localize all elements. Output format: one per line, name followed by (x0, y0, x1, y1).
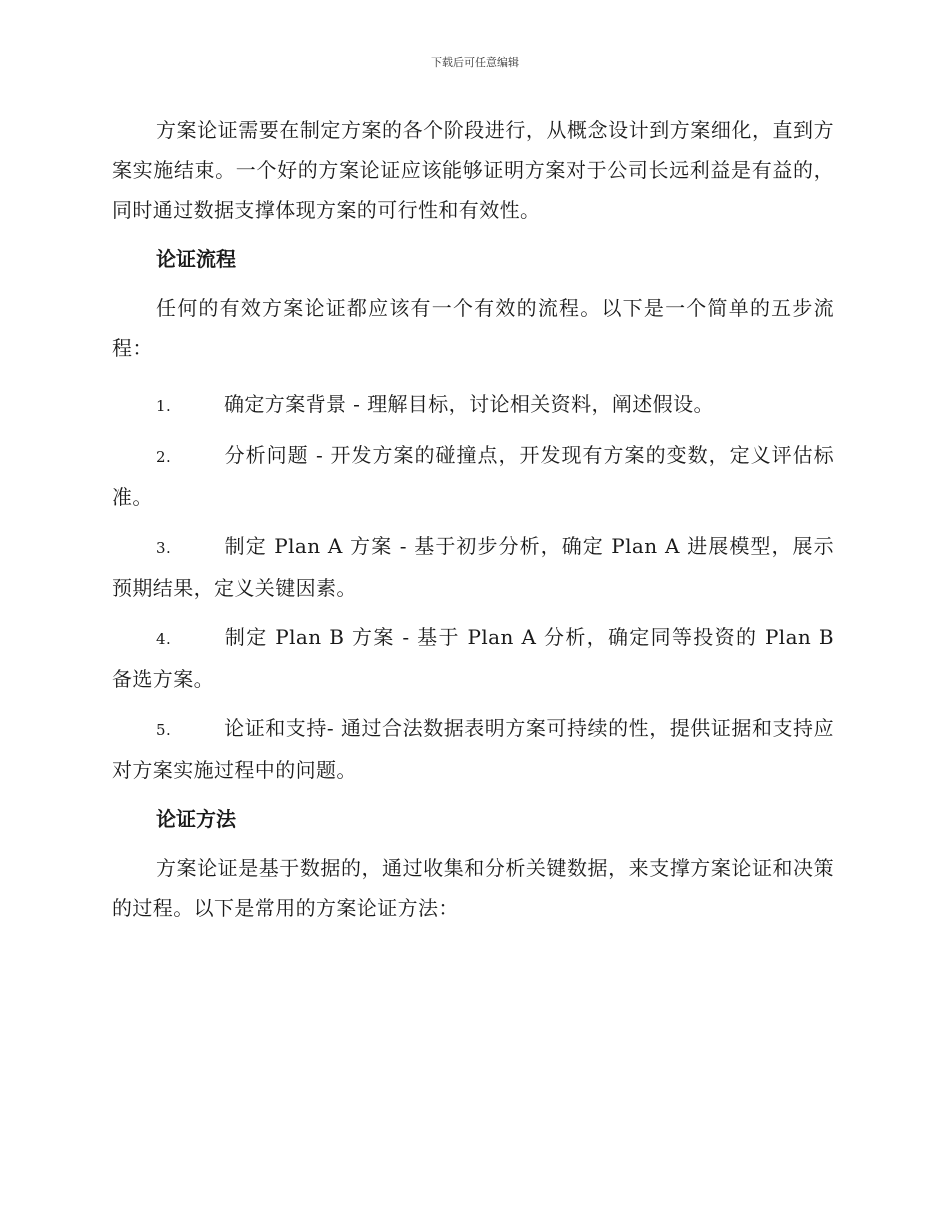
step-text: 制定 Plan A 方案 - 基于初步分析，确定 Plan A 进展模型，展示预期结果，定义关键因素。 (112, 534, 834, 600)
list-item (112, 384, 834, 426)
document-body (112, 110, 834, 937)
step-number: 5. (156, 721, 172, 739)
methods-intro-paragraph: 方案论证是基于数据的，通过收集和分析关键数据，来支撑方案论证和决策的过程。以下是常用的方案论证方法： (112, 856, 834, 920)
step-text: 分析问题 - 开发方案的碰撞点，开发现有方案的变数，定义评估标准。 (112, 443, 834, 509)
step-number: 2. (156, 448, 172, 466)
list-item (112, 617, 834, 699)
page-header: 下载后可任意编辑 (431, 56, 519, 69)
step-text: 论证和支持- 通过合法数据表明方案可持续的性，提供证据和支持应对方案实施过程中的问题。 (112, 716, 834, 782)
section-heading-process: 论证流程 (156, 247, 236, 271)
step-number: 4. (156, 630, 172, 648)
intro-paragraph: 方案论证需要在制定方案的各个阶段进行，从概念设计到方案细化，直到方案实施结束。一个好的方案论证应该能够证明方案对于公司长远利益是有益的，同时通过数据支撑体现方案的可行性和有效性。 (112, 118, 834, 222)
process-steps-list (112, 384, 834, 790)
step-number: 1. (156, 397, 172, 415)
step-text: 确定方案背景 - 理解目标，讨论相关资料，阐述假设。 (224, 392, 714, 416)
step-text: 制定 Plan B 方案 - 基于 Plan A 分析，确定同等投资的 Plan B 备选方案。 (112, 625, 834, 691)
list-item (112, 526, 834, 608)
list-item (112, 708, 834, 790)
step-number: 3. (156, 539, 172, 557)
list-item (112, 435, 834, 517)
process-intro-paragraph: 任何的有效方案论证都应该有一个有效的流程。以下是一个简单的五步流程： (112, 296, 834, 360)
section-heading-methods: 论证方法 (156, 807, 236, 831)
